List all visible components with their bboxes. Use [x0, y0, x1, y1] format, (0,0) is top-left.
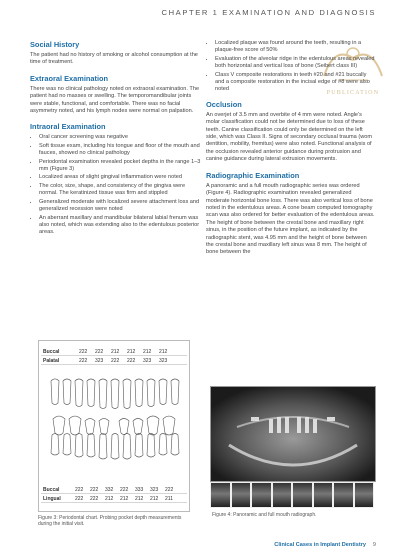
- radiograph-film: [334, 483, 353, 507]
- chart-value: 212: [127, 349, 136, 355]
- chart-row-label: Lingual: [43, 496, 61, 502]
- book-title: Clinical Cases in Implant Dentistry: [274, 542, 366, 548]
- list-item: • Evaluation of the alveolar ridge in the edentulous areas revealed both horizontal and vertical loss of bone (Seibert class III): [215, 56, 376, 71]
- list-item: • Localized areas of slight gingival inflammation were noted: [39, 174, 202, 181]
- page-header: [0, 0, 400, 26]
- radiograph-film: [232, 483, 251, 507]
- chart-value: 323: [143, 358, 152, 364]
- radiographic-heading: Radiographic Examination: [206, 170, 300, 180]
- chart-value: 212: [111, 349, 120, 355]
- social-history-text: The patient had no history of smoking or alcohol consumption at the time of treatment.: [30, 52, 198, 66]
- intraoral-heading: Intraoral Examination: [30, 122, 106, 132]
- chart-value: 222: [79, 349, 88, 355]
- chart-value: 212: [120, 496, 129, 502]
- panoramic-radiograph: [210, 386, 376, 482]
- chart-value: 222: [90, 487, 99, 493]
- list-item: • Generalized moderate with localized severe attachment loss and generalized recession were noted: [39, 199, 202, 214]
- list-item: • Localized plaque was found around the teeth, resulting in a plaque-free score of 50%: [215, 40, 376, 55]
- chart-value: 211: [165, 496, 173, 502]
- radiograph-film: [314, 483, 333, 507]
- extraoral-text: There was no clinical pathology noted on extraoral examination. The patient had no masses or swelling. The temporomandibular joints were stable, functional, and comfortable. There was no facial asymmetry noted, and his lymph nodes were normal on palpation.: [30, 85, 200, 115]
- logo-text: PUBLICATION: [326, 90, 380, 96]
- page-footer: [0, 540, 400, 554]
- chart-value: 212: [135, 496, 144, 502]
- occlusion-heading: Occlusion: [206, 99, 242, 109]
- chart-value: 212: [105, 496, 114, 502]
- chart-value: 323: [159, 358, 168, 364]
- chart-value: 332: [105, 487, 114, 493]
- extraoral-heading: Extraoral Examination: [30, 73, 109, 83]
- chart-value: 323: [95, 358, 104, 364]
- left-column: [30, 40, 202, 243]
- chart-row-label: Buccal: [43, 349, 60, 355]
- chapter-heading: CHAPTER 1 EXAMINATION AND DIAGNOSIS: [161, 8, 376, 17]
- radiograph-film: [293, 483, 312, 507]
- figure-3-caption: Figure 3: Periodontal chart. Probing pocket depth measurements during the initial visit.: [38, 515, 182, 528]
- intraoral-list: [30, 134, 202, 236]
- chart-value: 212: [159, 349, 168, 355]
- chart-value: 212: [143, 349, 152, 355]
- list-item: • An aberrant maxillary and mandibular bilateral labial frenum was also noted, which was extending also to the edentulous posterior areas.: [39, 215, 202, 237]
- chart-row-label: Palatal: [43, 358, 60, 364]
- chart-value: 222: [75, 487, 84, 493]
- list-item: • The color, size, shape, and consistency of the gingiva were normal. The keratinized tissue was firm and stippled: [39, 183, 202, 198]
- periodontal-chart-figure: [38, 340, 190, 512]
- radiographic-text: A panoramic and a full mouth radiographic series was ordered (Figure 4). Radiographic examination revealed generalized moderate horizontal bone loss. There was also vertical loss of bone noted in the edentulous areas. A cone beam computed tomography scan was also ordered for better evaluation of the edentulous areas. The height of bone between the crestal bone and maxillary right sinus, in the position of the future implant, as indicated by the radiographic stent, was 4.95 mm and the height of bone between the crestal bone and maxillary left sinus was 8 mm. The height of bone between the: [206, 182, 375, 256]
- chart-value: 212: [150, 496, 159, 502]
- figure-4-caption: Figure 4: Panoramic and full mouth radiograph.: [212, 512, 317, 518]
- chart-value: 222: [120, 487, 129, 493]
- chart-value: 222: [127, 358, 136, 364]
- chart-value: 333: [135, 487, 144, 493]
- panoramic-xray-image: [211, 387, 375, 481]
- list-item: • Periodontal examination revealed pocket depths in the range 1–3 mm (Figure 3): [39, 159, 202, 174]
- radiograph-film: [273, 483, 292, 507]
- chart-value: 222: [165, 487, 174, 493]
- full-mouth-radiograph-series: [210, 482, 374, 508]
- periodontal-chart: [39, 341, 189, 511]
- social-history-heading: Social History: [30, 40, 80, 49]
- right-column: [206, 40, 376, 264]
- chart-value: 222: [79, 358, 88, 364]
- chart-value: 222: [90, 496, 99, 502]
- radiograph-film: [355, 483, 374, 507]
- page-number: 9: [372, 542, 376, 548]
- chart-value: 222: [111, 358, 120, 364]
- list-item: • Soft tissue exam, including his tongue and floor of the mouth and fauces, showed no clinical pathology: [39, 143, 202, 158]
- findings-list: [206, 40, 376, 94]
- chart-value: 222: [75, 496, 84, 502]
- list-item: • Oral cancer screening was negative: [39, 134, 202, 141]
- chart-value: 323: [150, 487, 159, 493]
- occlusion-text: An overjet of 3.5 mm and overbite of 4 mm were noted. Angle's molar classification could not be determined due to loss of these teeth. Canine classification could only be determined on the left side, which was Class II. Signs of secondary occlusal trauma (wom dentition, mobility, fremitus) were also noted. Functional analysis of the occlusion revealed anterior guidance during protrusion and canine guidance during lateral extrusion movements.: [206, 111, 373, 163]
- list-item: • Class V composite restorations in teeth #20 and #21 buccally and a composite restoration in the incisal edge of #8 were also noted: [215, 72, 376, 94]
- chart-row-label: Buccal: [43, 487, 60, 493]
- radiograph-film: [252, 483, 271, 507]
- radiograph-film: [211, 483, 230, 507]
- chart-value: 222: [95, 349, 104, 355]
